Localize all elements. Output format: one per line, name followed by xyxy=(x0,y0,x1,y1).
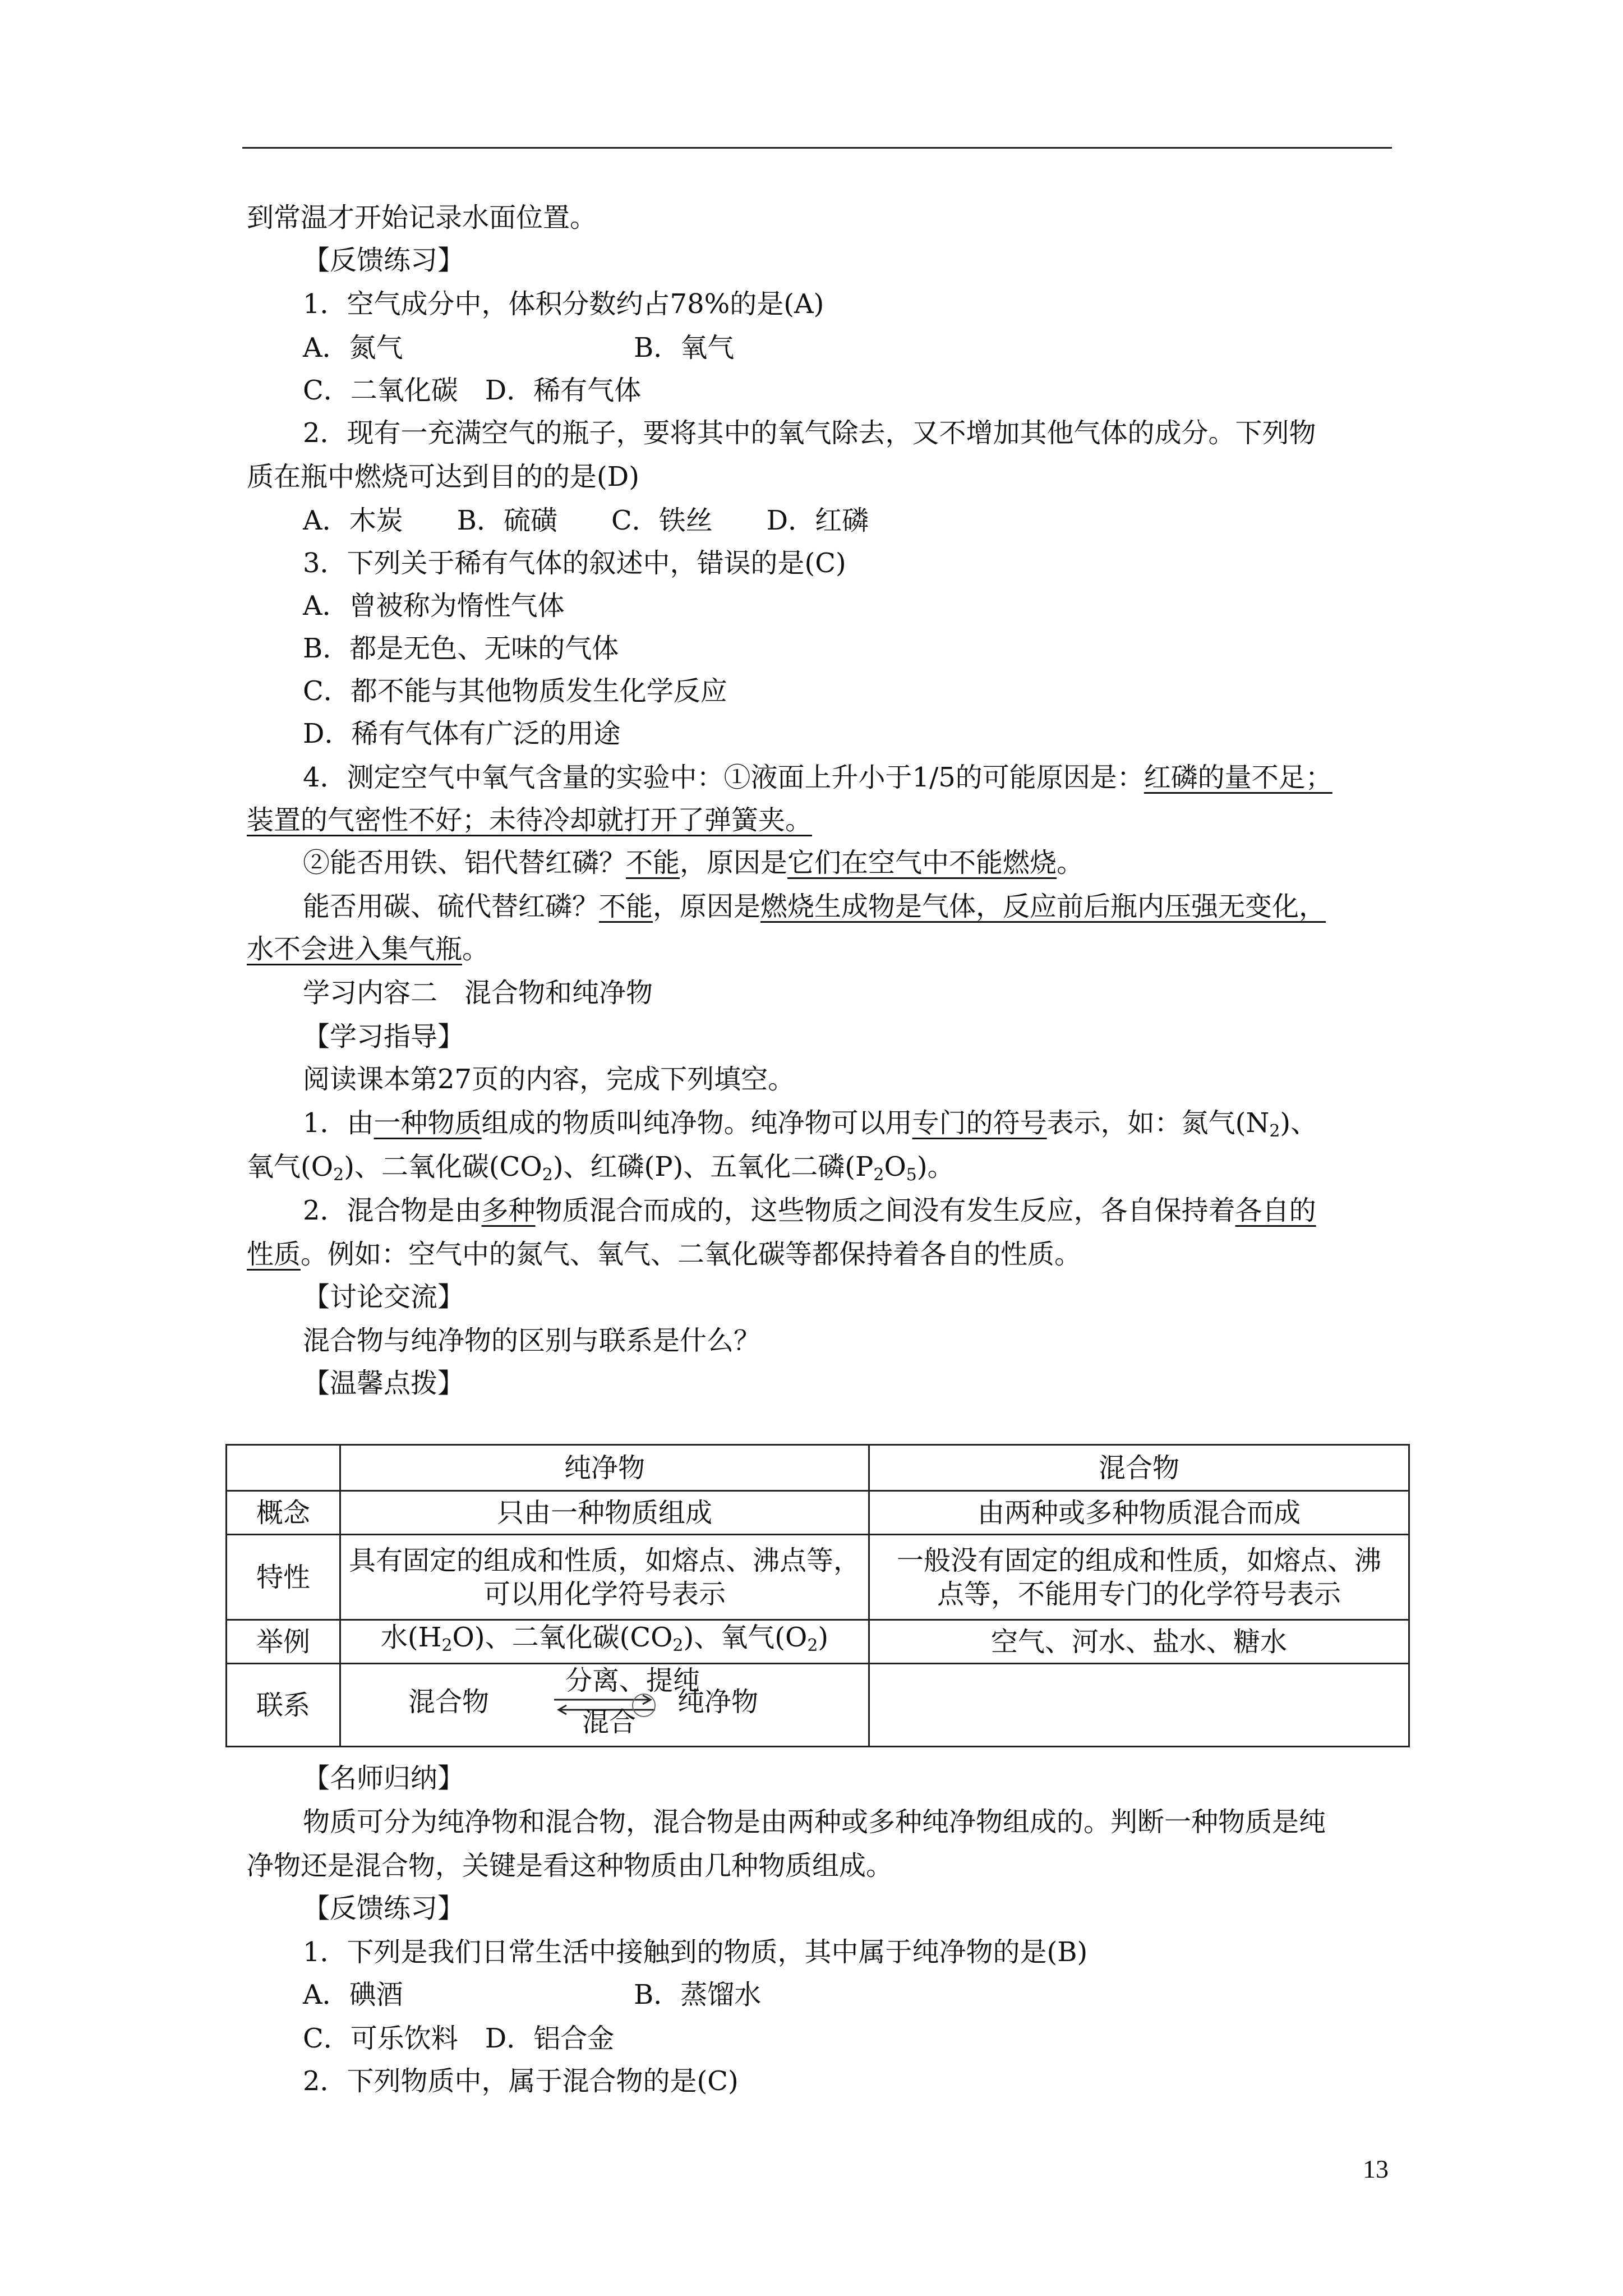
question: 2．现有一充满空气的瓶子，要将其中的氧气除去，又不增加其他气体的成分。下列物 xyxy=(303,417,1316,449)
text-line: 1．由一种物质组成的物质叫纯净物。纯净物可以用专门的符号表示，如：氮气$(N_2)$、 xyxy=(303,1107,1318,1141)
table-cell: 举例 xyxy=(227,1620,340,1664)
comparison-table xyxy=(225,1444,1410,1747)
table-cell: 只由一种物质组成 xyxy=(340,1491,869,1535)
text-line: 混合物与纯净物的区别与联系是什么？ xyxy=(303,1325,761,1356)
table-cell: 由两种或多种物质混合而成 xyxy=(869,1491,1409,1535)
table-header: 混合物 xyxy=(869,1445,1409,1491)
table-cell: 联系 xyxy=(227,1664,340,1747)
option: A．碘酒 xyxy=(303,1979,403,2010)
table-cell: 概念 xyxy=(227,1491,340,1535)
question: 4．测定空气中氧气含量的实验中：①液面上升小于1/5的可能原因是：红磷的量不足； xyxy=(303,762,1332,793)
option: C．都不能与其他物质发生化学反应 xyxy=(303,675,727,707)
table-row xyxy=(227,1535,1409,1620)
section-title: 学习内容二 混合物和纯净物 xyxy=(303,977,653,1009)
table-cell: 一般没有固定的组成和性质，如熔点、沸 点等，不能用专门的化学符号表示 xyxy=(869,1535,1409,1620)
table-row xyxy=(227,1491,1409,1535)
page-number: 13 xyxy=(1363,2155,1389,2183)
table-header: 纯净物 xyxy=(340,1445,869,1491)
question: 2．下列物质中，属于混合物的是(C) xyxy=(303,2065,739,2097)
section-heading: 【名师归纳】 xyxy=(303,1763,465,1794)
option: B．氧气 xyxy=(634,332,735,364)
table-cell xyxy=(340,1664,869,1747)
table-cell: 具有固定的组成和性质，如熔点、沸点等， 可以用化学符号表示 xyxy=(340,1535,869,1620)
option: A．曾被称为惰性气体 xyxy=(303,590,565,622)
option: B．都是无色、无味的气体 xyxy=(303,633,619,664)
answer-line: 装置的气密性不好；未待冷却就打开了弹簧夹。 xyxy=(247,804,813,836)
text-line: 到常温才开始记录水面位置。 xyxy=(247,202,597,233)
option: C．二氧化碳 D．稀有气体 xyxy=(303,375,642,406)
table-cell xyxy=(869,1664,1409,1747)
table-row xyxy=(227,1445,1409,1491)
text-line: 阅读课本第27页的内容，完成下列填空。 xyxy=(303,1064,795,1095)
text-line: 净物还是混合物，关键是看这种物质由几种物质组成。 xyxy=(247,1850,893,1881)
relation-left: 混合物 xyxy=(408,1686,490,1718)
section-heading: 【学习指导】 xyxy=(303,1021,465,1052)
question: 3．下列关于稀有气体的叙述中，错误的是(C) xyxy=(303,547,846,579)
table-cell: 特性 xyxy=(227,1535,340,1620)
option: C．可乐饮料 D．铝合金 xyxy=(303,2023,615,2054)
table-row xyxy=(227,1664,1409,1747)
header-rule xyxy=(242,147,1392,149)
question: ②能否用铁、铝代替红磷？不能，原因是它们在空气中不能燃烧。 xyxy=(303,847,1084,878)
text-line: 物质可分为纯净物和混合物，混合物是由两种或多种纯净物组成的。判断一种物质是纯 xyxy=(303,1806,1326,1838)
table-cell: 水$(H_2O)$、二氧化碳$(CO_2)$、氧气$(O_2)$ xyxy=(340,1620,869,1664)
option: D．稀有气体有广泛的用途 xyxy=(303,718,621,749)
table-cell xyxy=(227,1445,340,1491)
section-heading: 【温馨点拨】 xyxy=(303,1368,465,1399)
option: B．蒸馏水 xyxy=(634,1979,762,2010)
question: 1．下列是我们日常生活中接触到的物质，其中属于纯净物的是(B) xyxy=(303,1936,1088,1968)
option: A．氮气 xyxy=(303,332,403,364)
relation-right: 纯净物 xyxy=(677,1686,759,1718)
answer-line: 水不会进入集气瓶。 xyxy=(247,933,490,965)
question: 1．空气成分中，体积分数约占78%的是(A) xyxy=(303,288,824,320)
section-heading: 【讨论交流】 xyxy=(303,1281,465,1313)
relation-diagram xyxy=(363,1664,846,1738)
section-heading: 【反馈练习】 xyxy=(303,245,465,276)
text-line: 氧气$(O_2)$、二氧化碳$(CO_2)$、红磷(P)、五氧化二磷$(P_2O_5)$。 xyxy=(247,1151,955,1185)
table-row xyxy=(227,1620,1409,1664)
text-line: 2．混合物是由多种物质混合而成的，这些物质之间没有发生反应，各自保持着各自的 xyxy=(303,1195,1316,1226)
table-cell: 空气、河水、盐水、糖水 xyxy=(869,1620,1409,1664)
question: 能否用碳、硫代替红磷？不能，原因是燃烧生成物是气体，反应前后瓶内压强无变化， xyxy=(303,891,1326,922)
option: A．木炭 B．硫磺 C．铁丝 D．红磷 xyxy=(303,505,869,536)
relation-bottom-label: 混合 xyxy=(582,1706,637,1738)
question: 质在瓶中燃烧可达到目的的是(D) xyxy=(247,461,639,493)
relation-top-label: 分离、提纯 xyxy=(565,1664,700,1696)
section-heading: 【反馈练习】 xyxy=(303,1893,465,1924)
text-line: 性质。例如：空气中的氮气、氧气、二氧化碳等都保持着各自的性质。 xyxy=(247,1239,1082,1270)
